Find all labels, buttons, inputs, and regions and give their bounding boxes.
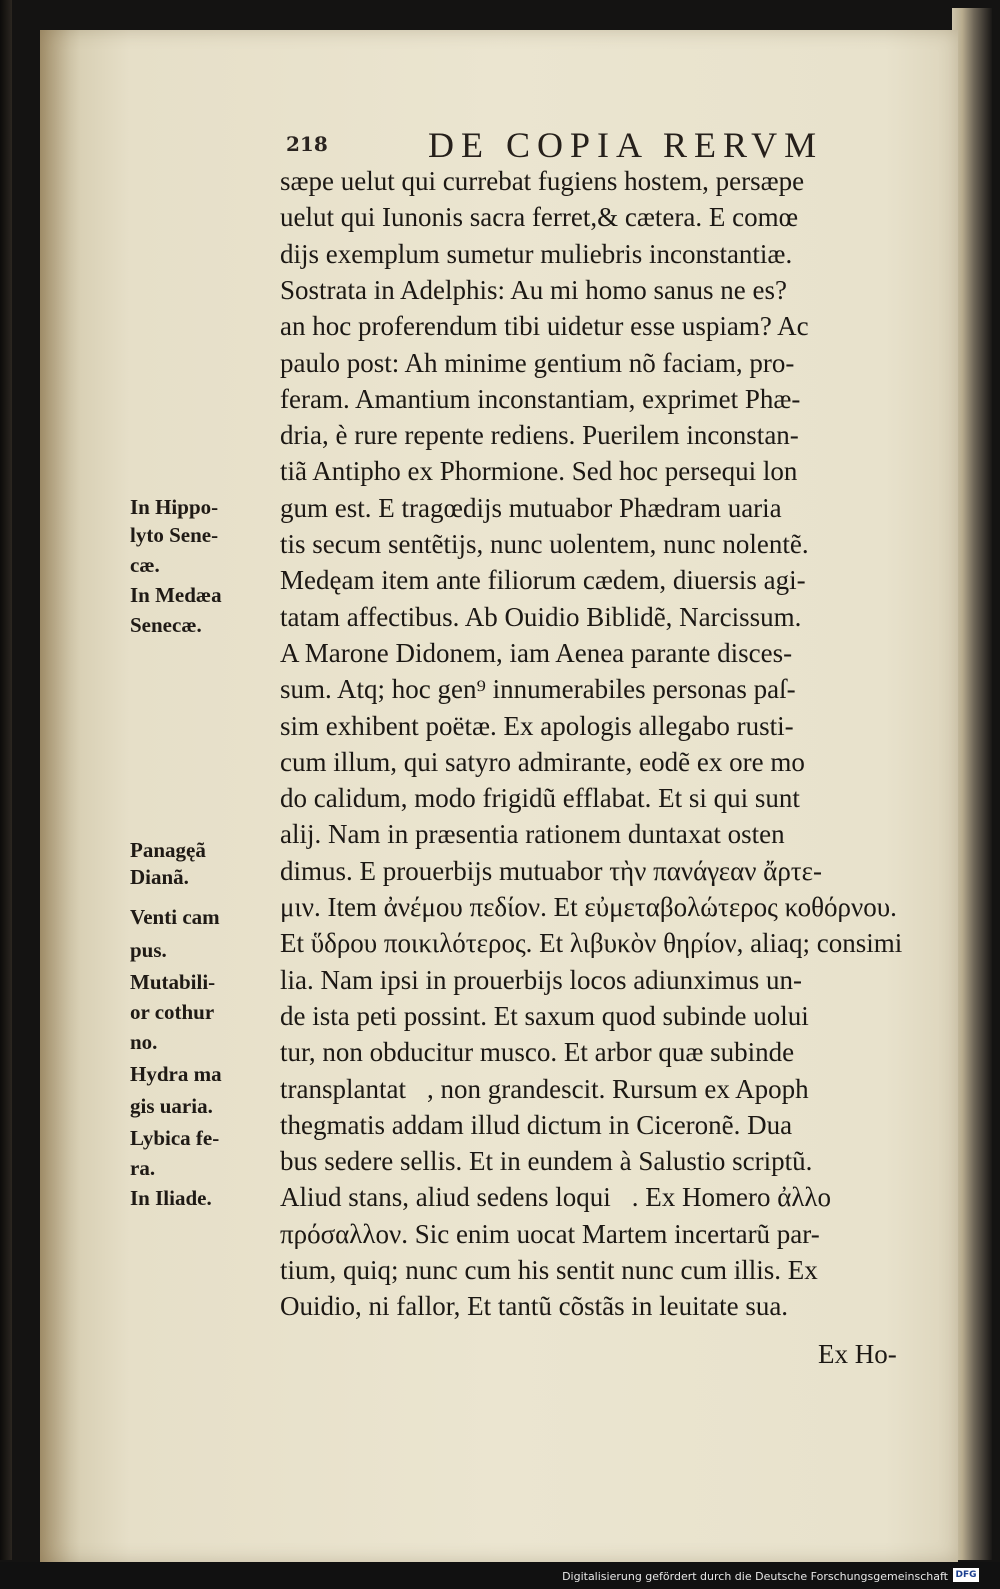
text-line: lia. Nam ipsi in prouerbijs locos adiunximus un- [280,964,802,995]
text-line: bus sedere sellis. Et in eundem à Salustio scriptũ. [280,1146,813,1177]
text-line: Medęam item ante filiorum cædem, diuersis agi- [280,565,806,596]
margin-note: Hydra ma [130,1062,222,1086]
margin-note: Venti cam [130,905,220,929]
book-fore-edge [952,8,992,1560]
margin-note: cæ. [130,553,160,577]
running-head: DE COPIA RERVM [428,125,824,165]
text-line: tiã Antipho ex Phormione. Sed hoc persequi lon [280,456,798,487]
text-line: tis secum sentẽtijs, nunc uolentem, nunc nolentẽ. [280,529,809,559]
text-line: feram. Amantium inconstantiam, exprimet Phæ- [280,383,801,414]
text-line: Et ὕδρου ποικιλότερος. Et λιβυκὸν θηρίον, aliaq; consimi [280,928,903,959]
dfg-logo: DFG [953,1568,979,1582]
text-line: dimus. E prouerbijs mutuabor τὴν πανάγεαν ἄρτε- [280,855,822,886]
text-line: tur, non obducitur musco. Et arbor quæ subinde [280,1037,795,1068]
margin-note: In Medæa [130,583,222,607]
margin-note: ra. [130,1156,156,1180]
text-line: A Marone Didonem, iam Aenea parante disces- [280,637,793,668]
margin-note: pus. [130,938,167,962]
text-line: dria, è rure repente rediens. Puerilem inconstan- [280,420,799,451]
margin-note: or cothur [130,1000,215,1024]
gutter-shadow [40,30,80,1562]
margin-note: In Hippo- [130,495,219,519]
margin-note: Dianã. [130,865,189,889]
text-line: μιν. Item ἀνέμου πεδίον. Et εὐμεταβολώτερος κοθόρνου. [280,892,897,922]
text-line: sum. Atq; hoc gen⁹ innumerabiles personas paſ- [280,674,796,705]
text-line: gum est. E tragœdijs mutuabor Phædram uaria [280,492,782,523]
text-line: transplantatᷣ, non grandescit. Rursum ex Apoph [280,1073,809,1104]
margin-note: no. [130,1030,158,1054]
text-line: Sostrata in Adelphis: Au mi homo sanus ne es? [280,274,787,305]
book-edge-left [0,0,12,1560]
text-line: paulo post: Ah minime gentium nõ faciam, pro- [280,347,795,378]
text-line: thegmatis addam illud dictum in Ciceronẽ. Dua [280,1109,793,1140]
margin-note: lyto Sene- [130,523,219,547]
text-line: alij. Nam in præsentia rationem duntaxat osten [280,819,785,850]
text-line: do calidum, modo frigidũ efflabat. Et si qui sunt [280,783,800,814]
margin-note: gis uaria. [130,1094,213,1118]
text-line: dijs exemplum sumetur muliebris inconstantiæ. [280,238,793,269]
margin-note: Senecæ. [130,613,202,637]
text-line: an hoc proferendum tibi uidetur esse uspiam? Ac [280,311,809,342]
text-line: Aliud stans, aliud sedens loquiᷣ. Ex Homero ἀλλο [280,1182,832,1213]
text-line: sæpe uelut qui currebat fugiens hostem, persæpe [280,166,805,196]
text-line: de ista peti possint. Et saxum quod subinde uolui [280,1000,809,1031]
catchword: Ex Ho- [818,1339,897,1369]
text-line: tatam affectibus. Ab Ouidio Biblidẽ, Narcissum. [280,601,802,632]
margin-note: Lybica fe- [130,1126,220,1150]
text-line: πρόσαλλον. Sic enim uocat Martem incertarũ par- [280,1218,820,1249]
page-number: 218 [286,132,328,156]
footer-credit: Digitalisierung gefördert durch die Deutsche Forschungsgemeinschaft [562,1570,948,1583]
text-line: tium, quiq; nunc cum his sentit nunc cum illis. Ex [280,1255,818,1285]
margin-note: Panagęã [130,838,206,862]
text-line: Ouidio, ni fallor, Et tantũ cõstãs in leuitate sua. [280,1291,789,1322]
text-line: cum illum, qui satyro admirante, eodẽ ex ore mo [280,746,805,777]
margin-note: In Iliade. [130,1186,212,1210]
margin-note: Mutabili- [130,970,216,994]
text-line: uelut qui Iunonis sacra ferret,& cætera. E comœ [280,202,799,233]
text-line: sim exhibent poëtæ. Ex apologis allegabo rusti- [280,710,794,741]
